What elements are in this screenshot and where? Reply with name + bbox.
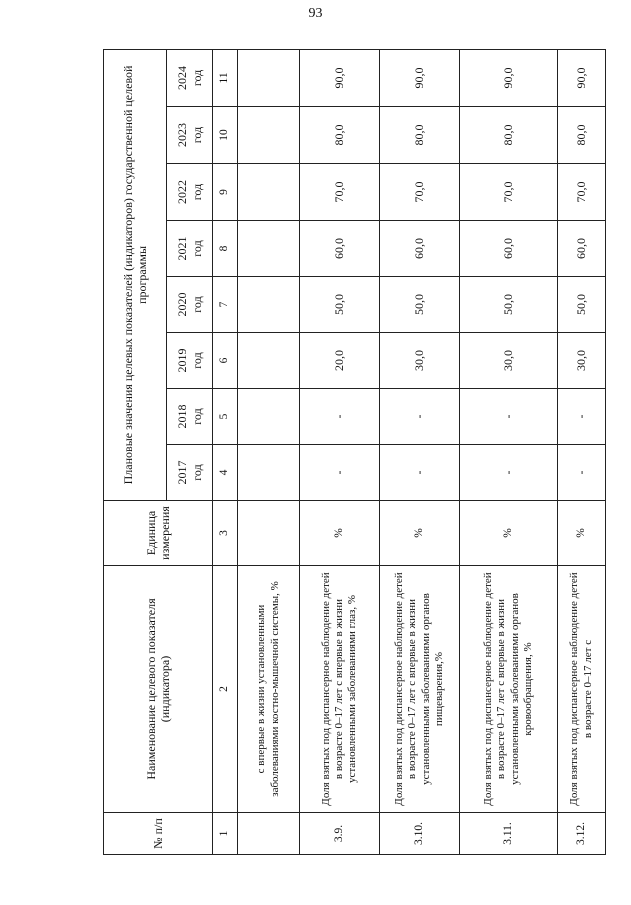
value-cell: 80,0 xyxy=(558,107,606,164)
row-number xyxy=(238,813,300,855)
header-group-title: Плановые значения целевых показателей (индикаторов) государственной целевой программы xyxy=(104,49,167,500)
value-cell xyxy=(238,221,300,277)
value-cell: 80,0 xyxy=(460,107,558,164)
value-cell: 70,0 xyxy=(460,164,558,221)
table-row xyxy=(558,49,606,854)
value-cell: 90,0 xyxy=(460,49,558,106)
value-cell: 20,0 xyxy=(300,333,380,389)
value-cell: 60,0 xyxy=(558,221,606,277)
year-2024: 2024 год xyxy=(167,49,213,106)
year-2023: 2023 год xyxy=(167,107,213,164)
indicator-name: с впервые в жизни установленными заболеваниями костно-мышечной системы, % xyxy=(238,566,300,813)
value-cell xyxy=(238,333,300,389)
row-number: 3.9. xyxy=(300,813,380,855)
value-cell: - xyxy=(380,389,460,445)
value-cell xyxy=(238,445,300,501)
unit-cell: % xyxy=(558,501,606,566)
value-cell: 30,0 xyxy=(460,333,558,389)
header-row-top xyxy=(104,49,167,854)
page-number: 93 xyxy=(308,6,323,21)
row-number: 3.11. xyxy=(460,813,558,855)
value-cell: 70,0 xyxy=(558,164,606,221)
rotated-table-container xyxy=(103,50,605,855)
value-cell: 60,0 xyxy=(300,221,380,277)
year-2017: 2017 год xyxy=(167,445,213,501)
indicators-table xyxy=(103,49,606,855)
value-cell: 30,0 xyxy=(558,333,606,389)
col-number: 2 xyxy=(213,566,238,813)
value-cell: - xyxy=(558,445,606,501)
value-cell: 50,0 xyxy=(558,277,606,333)
value-cell: - xyxy=(380,445,460,501)
value-cell xyxy=(238,389,300,445)
unit-cell: % xyxy=(300,501,380,566)
col-number: 10 xyxy=(213,107,238,164)
row-number: 3.12. xyxy=(558,813,606,855)
value-cell: 70,0 xyxy=(380,164,460,221)
table-row xyxy=(238,49,300,854)
value-cell: 70,0 xyxy=(300,164,380,221)
col-number: 5 xyxy=(213,389,238,445)
header-num: № п/п xyxy=(104,813,213,855)
col-number: 9 xyxy=(213,164,238,221)
table-row xyxy=(380,49,460,854)
value-cell: 90,0 xyxy=(380,49,460,106)
value-cell: 60,0 xyxy=(380,221,460,277)
indicator-name: Доля взятых под диспансерное наблюдение детей в возрасте 0–17 лет с xyxy=(558,566,606,813)
value-cell: - xyxy=(300,389,380,445)
value-cell: - xyxy=(460,389,558,445)
value-cell xyxy=(238,164,300,221)
year-2019: 2019 год xyxy=(167,333,213,389)
col-number: 7 xyxy=(213,277,238,333)
value-cell: - xyxy=(558,389,606,445)
unit-cell: % xyxy=(380,501,460,566)
indicator-name: Доля взятых под диспансерное наблюдение детей в возрасте 0–17 лет с впервые в жизни установленными заболеваниями органов пищеварения,% xyxy=(380,566,460,813)
value-cell xyxy=(238,107,300,164)
col-number: 11 xyxy=(213,49,238,106)
value-cell: 80,0 xyxy=(380,107,460,164)
col-number: 8 xyxy=(213,221,238,277)
value-cell: 60,0 xyxy=(460,221,558,277)
value-cell: 80,0 xyxy=(300,107,380,164)
indicator-name: Доля взятых под диспансерное наблюдение детей в возрасте 0–17 лет с впервые в жизни установленными заболеваниями глаз, % xyxy=(300,566,380,813)
column-number-row xyxy=(213,49,238,854)
value-cell: 50,0 xyxy=(380,277,460,333)
value-cell xyxy=(238,49,300,106)
value-cell: 50,0 xyxy=(300,277,380,333)
unit-cell xyxy=(238,501,300,566)
year-2021: 2021 год xyxy=(167,221,213,277)
year-2020: 2020 год xyxy=(167,277,213,333)
table-row xyxy=(460,49,558,854)
header-unit: Единица измерения xyxy=(104,501,213,566)
value-cell: - xyxy=(300,445,380,501)
col-number: 6 xyxy=(213,333,238,389)
value-cell: - xyxy=(460,445,558,501)
value-cell xyxy=(238,277,300,333)
row-number: 3.10. xyxy=(380,813,460,855)
value-cell: 50,0 xyxy=(460,277,558,333)
col-number: 4 xyxy=(213,445,238,501)
value-cell: 30,0 xyxy=(380,333,460,389)
year-2022: 2022 год xyxy=(167,164,213,221)
table-row xyxy=(300,49,380,854)
value-cell: 90,0 xyxy=(300,49,380,106)
col-number: 1 xyxy=(213,813,238,855)
header-name: Наименование целевого показателя (индикатора) xyxy=(104,566,213,813)
indicator-name: Доля взятых под диспансерное наблюдение детей в возрасте 0–17 лет с впервые в жизни установленными заболеваниями органов кровообращения, % xyxy=(460,566,558,813)
value-cell: 90,0 xyxy=(558,49,606,106)
col-number: 3 xyxy=(213,501,238,566)
unit-cell: % xyxy=(460,501,558,566)
year-2018: 2018 год xyxy=(167,389,213,445)
